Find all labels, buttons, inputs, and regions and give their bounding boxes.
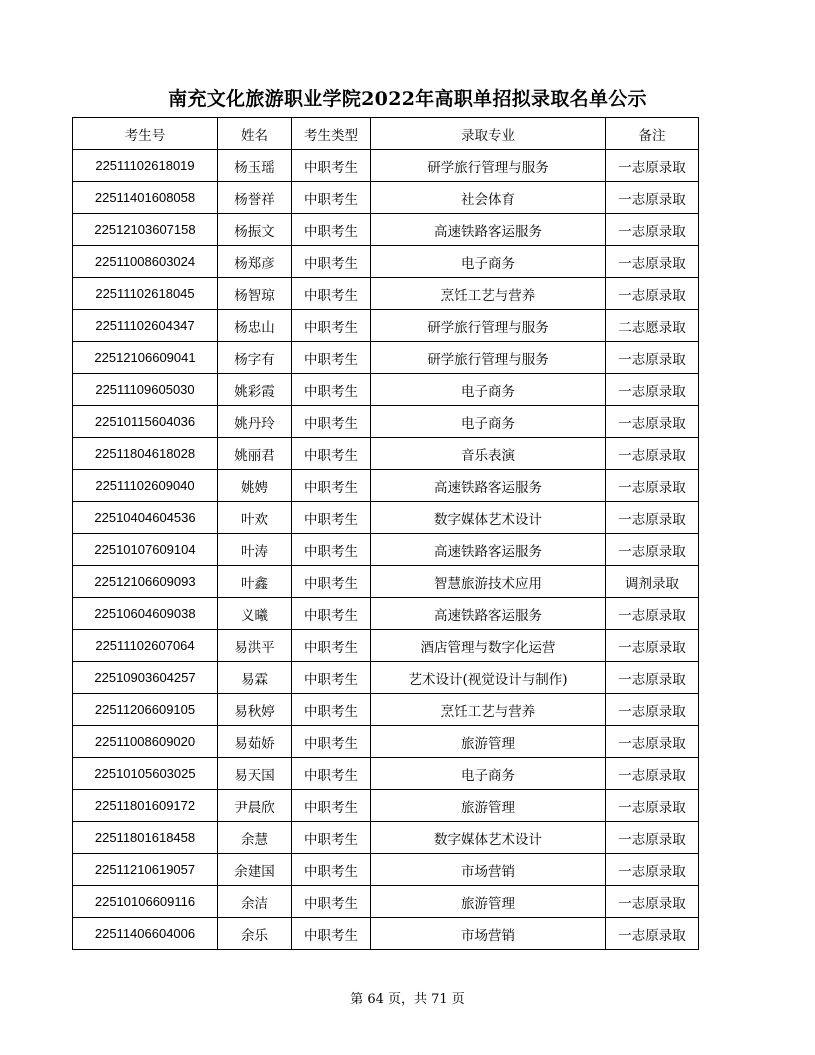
cell-remark: 一志原录取 [606,246,699,278]
table-row [73,822,699,854]
cell-major: 社会体育 [371,182,606,214]
table-row [73,886,699,918]
cell-name: 易茹娇 [218,726,292,758]
page-title: 南充文化旅游职业学院2022年高职单招拟录取名单公示 [168,88,647,110]
cell-exam-id: 22510115604036 [73,406,218,438]
table-header-row [73,118,699,150]
cell-remark: 一志原录取 [606,150,699,182]
cell-exam-id: 22512106609093 [73,566,218,598]
cell-remark: 一志原录取 [606,182,699,214]
cell-major: 智慧旅游技术应用 [371,566,606,598]
cell-exam-id: 22510404604536 [73,502,218,534]
cell-exam-id: 22511008609020 [73,726,218,758]
cell-exam-id: 22510903604257 [73,662,218,694]
cell-major: 市场营销 [371,918,606,950]
cell-name: 余乐 [218,918,292,950]
table-row [73,406,699,438]
cell-major: 电子商务 [371,246,606,278]
cell-candidate-type: 中职考生 [292,150,371,182]
cell-remark: 一志原录取 [606,374,699,406]
table-row [73,438,699,470]
cell-candidate-type: 中职考生 [292,182,371,214]
cell-major: 高速铁路客运服务 [371,470,606,502]
cell-major: 电子商务 [371,374,606,406]
cell-major: 高速铁路客运服务 [371,598,606,630]
cell-candidate-type: 中职考生 [292,694,371,726]
cell-remark: 二志愿录取 [606,310,699,342]
cell-exam-id: 22511401608058 [73,182,218,214]
cell-remark: 一志原录取 [606,598,699,630]
cell-remark: 一志原录取 [606,630,699,662]
cell-candidate-type: 中职考生 [292,438,371,470]
cell-major: 电子商务 [371,406,606,438]
cell-remark: 一志原录取 [606,854,699,886]
cell-candidate-type: 中职考生 [292,502,371,534]
cell-name: 易秋婷 [218,694,292,726]
table-row [73,694,699,726]
cell-exam-id: 22511102604347 [73,310,218,342]
cell-name: 尹晨欣 [218,790,292,822]
cell-exam-id: 22512103607158 [73,214,218,246]
table-row [73,726,699,758]
cell-exam-id: 22511109605030 [73,374,218,406]
cell-remark: 一志原录取 [606,918,699,950]
cell-major: 高速铁路客运服务 [371,214,606,246]
cell-name: 杨智琼 [218,278,292,310]
table-row [73,598,699,630]
cell-exam-id: 22510105603025 [73,758,218,790]
table-row [73,854,699,886]
cell-candidate-type: 中职考生 [292,278,371,310]
header-major: 录取专业 [371,118,606,150]
cell-major: 烹饪工艺与营养 [371,278,606,310]
cell-candidate-type: 中职考生 [292,918,371,950]
table-row [73,342,699,374]
cell-exam-id: 22511102609040 [73,470,218,502]
cell-candidate-type: 中职考生 [292,470,371,502]
table-body [73,150,699,950]
cell-major: 音乐表演 [371,438,606,470]
cell-remark: 一志原录取 [606,822,699,854]
cell-major: 研学旅行管理与服务 [371,342,606,374]
table-row [73,630,699,662]
cell-major: 数字媒体艺术设计 [371,502,606,534]
cell-name: 易洪平 [218,630,292,662]
cell-name: 杨郑彦 [218,246,292,278]
cell-major: 电子商务 [371,758,606,790]
cell-exam-id: 22511406604006 [73,918,218,950]
cell-remark: 一志原录取 [606,790,699,822]
cell-name: 姚丽君 [218,438,292,470]
cell-candidate-type: 中职考生 [292,662,371,694]
table-row [73,150,699,182]
cell-candidate-type: 中职考生 [292,246,371,278]
cell-remark: 一志原录取 [606,278,699,310]
cell-candidate-type: 中职考生 [292,374,371,406]
header-name: 姓名 [218,118,292,150]
table-row [73,470,699,502]
cell-exam-id: 22510106609116 [73,886,218,918]
cell-exam-id: 22511801618458 [73,822,218,854]
cell-exam-id: 22510107609104 [73,534,218,566]
cell-exam-id: 22511102618045 [73,278,218,310]
cell-name: 姚彩霞 [218,374,292,406]
cell-name: 叶欢 [218,502,292,534]
cell-remark: 一志原录取 [606,694,699,726]
cell-exam-id: 22512106609041 [73,342,218,374]
cell-remark: 一志原录取 [606,662,699,694]
table-row [73,374,699,406]
table-row [73,246,699,278]
cell-candidate-type: 中职考生 [292,534,371,566]
cell-name: 余建国 [218,854,292,886]
cell-name: 余洁 [218,886,292,918]
cell-major: 研学旅行管理与服务 [371,150,606,182]
cell-remark: 一志原录取 [606,534,699,566]
cell-name: 易天国 [218,758,292,790]
cell-exam-id: 22510604609038 [73,598,218,630]
cell-remark: 一志原录取 [606,726,699,758]
table-row [73,310,699,342]
cell-major: 旅游管理 [371,790,606,822]
cell-candidate-type: 中职考生 [292,566,371,598]
table-row [73,662,699,694]
cell-exam-id: 22511206609105 [73,694,218,726]
cell-major: 旅游管理 [371,726,606,758]
admission-table [72,117,699,950]
cell-remark: 一志原录取 [606,502,699,534]
cell-exam-id: 22511801609172 [73,790,218,822]
table-row [73,758,699,790]
cell-name: 杨字有 [218,342,292,374]
cell-candidate-type: 中职考生 [292,598,371,630]
table-row [73,918,699,950]
cell-remark: 一志原录取 [606,758,699,790]
cell-name: 杨玉瑶 [218,150,292,182]
cell-candidate-type: 中职考生 [292,886,371,918]
cell-major: 旅游管理 [371,886,606,918]
cell-name: 杨誉祥 [218,182,292,214]
table-row [73,214,699,246]
cell-exam-id: 22511102618019 [73,150,218,182]
cell-name: 叶涛 [218,534,292,566]
cell-exam-id: 22511210619057 [73,854,218,886]
table-row [73,182,699,214]
cell-remark: 调剂录取 [606,566,699,598]
cell-candidate-type: 中职考生 [292,214,371,246]
cell-candidate-type: 中职考生 [292,310,371,342]
cell-remark: 一志原录取 [606,470,699,502]
cell-candidate-type: 中职考生 [292,758,371,790]
header-exam-id: 考生号 [73,118,218,150]
cell-major: 数字媒体艺术设计 [371,822,606,854]
header-remark: 备注 [606,118,699,150]
cell-candidate-type: 中职考生 [292,790,371,822]
cell-remark: 一志原录取 [606,214,699,246]
cell-remark: 一志原录取 [606,886,699,918]
page-number: 第 64 页，共 71 页 [350,992,465,1007]
cell-major: 酒店管理与数字化运营 [371,630,606,662]
cell-name: 杨忠山 [218,310,292,342]
cell-name: 姚娉 [218,470,292,502]
cell-name: 易霖 [218,662,292,694]
cell-major: 研学旅行管理与服务 [371,310,606,342]
table-row [73,566,699,598]
cell-candidate-type: 中职考生 [292,822,371,854]
cell-remark: 一志原录取 [606,406,699,438]
cell-exam-id: 22511008603024 [73,246,218,278]
cell-remark: 一志原录取 [606,438,699,470]
table-row [73,790,699,822]
cell-name: 义曦 [218,598,292,630]
cell-candidate-type: 中职考生 [292,630,371,662]
cell-name: 姚丹玲 [218,406,292,438]
table-row [73,278,699,310]
cell-name: 杨振文 [218,214,292,246]
cell-candidate-type: 中职考生 [292,406,371,438]
cell-remark: 一志原录取 [606,342,699,374]
cell-major: 市场营销 [371,854,606,886]
cell-major: 高速铁路客运服务 [371,534,606,566]
cell-name: 叶鑫 [218,566,292,598]
cell-major: 烹饪工艺与营养 [371,694,606,726]
cell-name: 余慧 [218,822,292,854]
table-row [73,502,699,534]
table-row [73,534,699,566]
header-candidate-type: 考生类型 [292,118,371,150]
cell-candidate-type: 中职考生 [292,342,371,374]
cell-exam-id: 22511102607064 [73,630,218,662]
cell-exam-id: 22511804618028 [73,438,218,470]
cell-candidate-type: 中职考生 [292,854,371,886]
cell-candidate-type: 中职考生 [292,726,371,758]
cell-major: 艺术设计(视觉设计与制作) [371,662,606,694]
